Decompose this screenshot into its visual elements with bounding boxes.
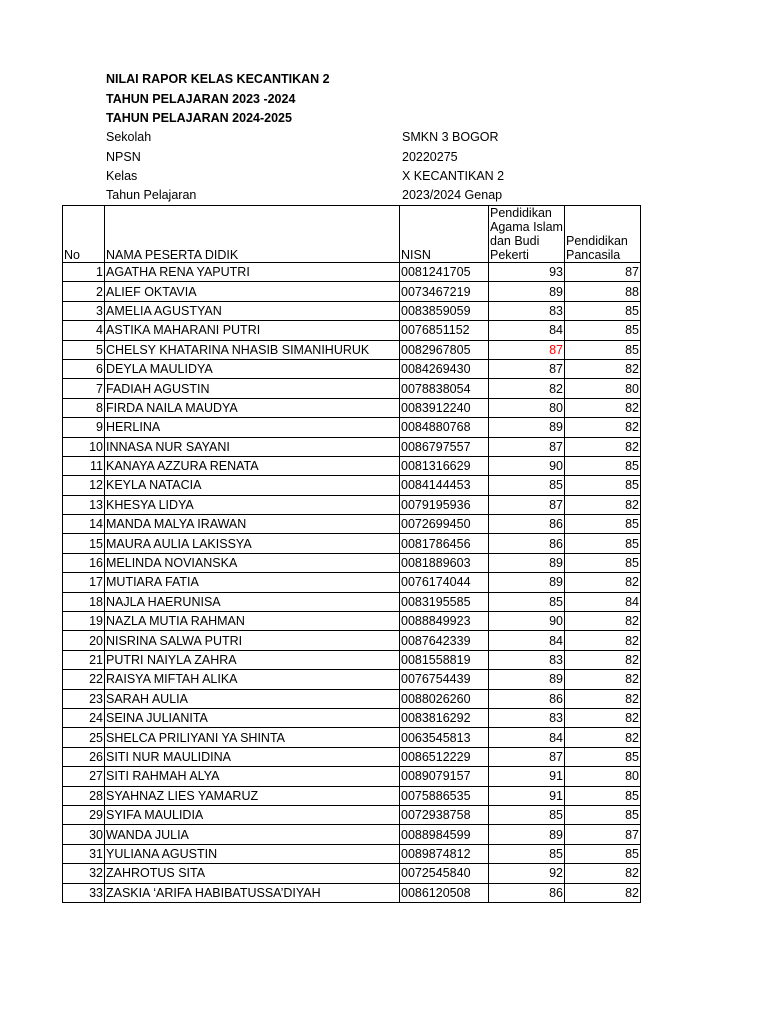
cell-agama: 93 <box>489 263 565 282</box>
cell-pancasila: 82 <box>565 573 641 592</box>
cell-nisn: 0084880768 <box>400 418 489 437</box>
cell-name: SITI NUR MAULIDINA <box>105 747 400 766</box>
cell-agama: 83 <box>489 301 565 320</box>
cell-name: NISRINA SALWA PUTRI <box>105 631 400 650</box>
table-row <box>63 495 641 514</box>
cell-nisn: 0087642339 <box>400 631 489 650</box>
cell-no: 31 <box>63 844 105 863</box>
cell-nisn: 0083816292 <box>400 708 489 727</box>
table-row <box>63 282 641 301</box>
cell-nisn: 0088984599 <box>400 825 489 844</box>
cell-no: 26 <box>63 747 105 766</box>
cell-name: ZAHROTUS SITA <box>105 864 400 883</box>
cell-agama: 84 <box>489 321 565 340</box>
cell-pancasila: 85 <box>565 534 641 553</box>
table-row <box>63 767 641 786</box>
cell-no: 24 <box>63 708 105 727</box>
cell-pancasila: 82 <box>565 359 641 378</box>
cell-agama: 85 <box>489 844 565 863</box>
report-title: NILAI RAPOR KELAS KECANTIKAN 2 <box>106 72 330 86</box>
cell-no: 14 <box>63 515 105 534</box>
cell-no: 7 <box>63 379 105 398</box>
table-row <box>63 437 641 456</box>
cell-no: 16 <box>63 553 105 572</box>
cell-agama: 91 <box>489 767 565 786</box>
year-title-2: TAHUN PELAJARAN 2024-2025 <box>106 111 292 125</box>
table-row <box>63 263 641 282</box>
cell-no: 18 <box>63 592 105 611</box>
cell-agama: 86 <box>489 515 565 534</box>
cell-pancasila: 87 <box>565 263 641 282</box>
cell-name: NAZLA MUTIA RAHMAN <box>105 612 400 631</box>
cell-pancasila: 85 <box>565 786 641 805</box>
cell-name: AMELIA AGUSTYAN <box>105 301 400 320</box>
cell-agama: 87 <box>489 495 565 514</box>
cell-name: PUTRI NAIYLA ZAHRA <box>105 650 400 669</box>
table-row <box>63 534 641 553</box>
cell-pancasila: 85 <box>565 805 641 824</box>
school-year-value: 2023/2024 Genap <box>402 188 503 202</box>
npsn-value: 20220275 <box>402 150 458 164</box>
cell-no: 32 <box>63 864 105 883</box>
table-row <box>63 301 641 320</box>
table-row <box>63 883 641 902</box>
cell-nisn: 0083195585 <box>400 592 489 611</box>
table-row <box>63 340 641 359</box>
cell-no: 20 <box>63 631 105 650</box>
cell-agama: 89 <box>489 282 565 301</box>
table-row <box>63 476 641 495</box>
table-row <box>63 553 641 572</box>
cell-pancasila: 85 <box>565 515 641 534</box>
cell-no: 22 <box>63 670 105 689</box>
cell-no: 29 <box>63 805 105 824</box>
cell-no: 9 <box>63 418 105 437</box>
cell-agama: 91 <box>489 786 565 805</box>
cell-nisn: 0086512229 <box>400 747 489 766</box>
cell-agama: 84 <box>489 728 565 747</box>
cell-name: KANAYA AZZURA RENATA <box>105 456 400 475</box>
cell-name: KHESYA LIDYA <box>105 495 400 514</box>
table-row <box>63 689 641 708</box>
cell-nisn: 0081316629 <box>400 456 489 475</box>
cell-agama: 90 <box>489 612 565 631</box>
cell-no: 30 <box>63 825 105 844</box>
cell-pancasila: 82 <box>565 650 641 669</box>
cell-no: 3 <box>63 301 105 320</box>
cell-agama: 82 <box>489 379 565 398</box>
cell-pancasila: 82 <box>565 495 641 514</box>
cell-pancasila: 85 <box>565 553 641 572</box>
cell-no: 25 <box>63 728 105 747</box>
col-header-no: No <box>63 206 105 263</box>
cell-pancasila: 85 <box>565 476 641 495</box>
table-row <box>63 398 641 417</box>
cell-nisn: 0082967805 <box>400 340 489 359</box>
table-row <box>63 456 641 475</box>
cell-agama: 89 <box>489 825 565 844</box>
cell-name: MANDA MALYA IRAWAN <box>105 515 400 534</box>
cell-nisn: 0086120508 <box>400 883 489 902</box>
table-row <box>63 592 641 611</box>
table-row <box>63 728 641 747</box>
cell-name: SYAHNAZ LIES YAMARUZ <box>105 786 400 805</box>
cell-name: ASTIKA MAHARANI PUTRI <box>105 321 400 340</box>
cell-agama: 87 <box>489 340 565 359</box>
cell-agama: 90 <box>489 456 565 475</box>
cell-nisn: 0076851152 <box>400 321 489 340</box>
cell-name: RAISYA MIFTAH ALIKA <box>105 670 400 689</box>
npsn-label: NPSN <box>106 150 141 164</box>
cell-name: MELINDA NOVIANSKA <box>105 553 400 572</box>
table-row <box>63 515 641 534</box>
cell-no: 23 <box>63 689 105 708</box>
cell-agama: 92 <box>489 864 565 883</box>
cell-pancasila: 87 <box>565 825 641 844</box>
cell-nisn: 0081786456 <box>400 534 489 553</box>
cell-nisn: 0081558819 <box>400 650 489 669</box>
table-row <box>63 747 641 766</box>
cell-name: INNASA NUR SAYANI <box>105 437 400 456</box>
cell-agama: 86 <box>489 689 565 708</box>
cell-name: CHELSY KHATARINA NHASIB SIMANIHURUK <box>105 340 400 359</box>
cell-no: 4 <box>63 321 105 340</box>
cell-nisn: 0088849923 <box>400 612 489 631</box>
cell-name: SYIFA MAULIDIA <box>105 805 400 824</box>
cell-pancasila: 85 <box>565 456 641 475</box>
cell-name: SEINA JULIANITA <box>105 708 400 727</box>
cell-pancasila: 82 <box>565 418 641 437</box>
cell-agama: 89 <box>489 418 565 437</box>
cell-name: FADIAH AGUSTIN <box>105 379 400 398</box>
cell-no: 10 <box>63 437 105 456</box>
class-label: Kelas <box>106 169 138 183</box>
cell-no: 19 <box>63 612 105 631</box>
school-label: Sekolah <box>106 130 152 144</box>
cell-name: WANDA JULIA <box>105 825 400 844</box>
cell-no: 17 <box>63 573 105 592</box>
cell-agama: 89 <box>489 553 565 572</box>
cell-nisn: 0078838054 <box>400 379 489 398</box>
cell-name: SHELCA PRILIYANI YA SHINTA <box>105 728 400 747</box>
cell-pancasila: 85 <box>565 301 641 320</box>
cell-agama: 86 <box>489 883 565 902</box>
cell-name: YULIANA AGUSTIN <box>105 844 400 863</box>
cell-nisn: 0086797557 <box>400 437 489 456</box>
table-row <box>63 321 641 340</box>
year-title-1: TAHUN PELAJARAN 2023 -2024 <box>106 92 296 106</box>
table-row <box>63 825 641 844</box>
cell-agama: 89 <box>489 573 565 592</box>
col-header-nisn: NISN <box>400 206 489 263</box>
col-header-name: NAMA PESERTA DIDIK <box>105 206 400 263</box>
cell-pancasila: 80 <box>565 379 641 398</box>
cell-nisn: 0063545813 <box>400 728 489 747</box>
cell-pancasila: 82 <box>565 689 641 708</box>
grades-table <box>62 205 641 903</box>
cell-pancasila: 82 <box>565 631 641 650</box>
cell-nisn: 0084144453 <box>400 476 489 495</box>
cell-pancasila: 82 <box>565 864 641 883</box>
cell-name: HERLINA <box>105 418 400 437</box>
table-row <box>63 864 641 883</box>
table-row <box>63 708 641 727</box>
cell-nisn: 0072545840 <box>400 864 489 883</box>
cell-nisn: 0089079157 <box>400 767 489 786</box>
col-header-pancasila: Pendidikan Pancasila <box>565 206 641 263</box>
cell-no: 15 <box>63 534 105 553</box>
cell-no: 27 <box>63 767 105 786</box>
col-header-agama: Pendidikan Agama Islam dan Budi Pekerti <box>490 206 563 262</box>
cell-agama: 84 <box>489 631 565 650</box>
school-year-label: Tahun Pelajaran <box>106 188 197 202</box>
cell-pancasila: 82 <box>565 728 641 747</box>
cell-no: 8 <box>63 398 105 417</box>
table-row <box>63 612 641 631</box>
table-row <box>63 379 641 398</box>
cell-pancasila: 85 <box>565 321 641 340</box>
cell-nisn: 0083859059 <box>400 301 489 320</box>
cell-pancasila: 82 <box>565 398 641 417</box>
cell-name: MUTIARA FATIA <box>105 573 400 592</box>
cell-no: 13 <box>63 495 105 514</box>
cell-agama: 87 <box>489 437 565 456</box>
cell-pancasila: 82 <box>565 670 641 689</box>
cell-agama: 80 <box>489 398 565 417</box>
cell-agama: 85 <box>489 805 565 824</box>
cell-no: 21 <box>63 650 105 669</box>
cell-pancasila: 88 <box>565 282 641 301</box>
cell-nisn: 0076754439 <box>400 670 489 689</box>
cell-pancasila: 84 <box>565 592 641 611</box>
cell-nisn: 0073467219 <box>400 282 489 301</box>
table-row <box>63 844 641 863</box>
cell-nisn: 0081889603 <box>400 553 489 572</box>
cell-nisn: 0089874812 <box>400 844 489 863</box>
cell-pancasila: 85 <box>565 747 641 766</box>
cell-no: 6 <box>63 359 105 378</box>
cell-nisn: 0072938758 <box>400 805 489 824</box>
table-row <box>63 805 641 824</box>
school-value: SMKN 3 BOGOR <box>402 130 499 144</box>
cell-nisn: 0075886535 <box>400 786 489 805</box>
cell-agama: 83 <box>489 650 565 669</box>
cell-nisn: 0076174044 <box>400 573 489 592</box>
cell-nisn: 0084269430 <box>400 359 489 378</box>
table-body <box>63 263 641 903</box>
cell-no: 33 <box>63 883 105 902</box>
cell-no: 1 <box>63 263 105 282</box>
cell-pancasila: 82 <box>565 437 641 456</box>
table-row <box>63 573 641 592</box>
cell-pancasila: 85 <box>565 340 641 359</box>
cell-name: MAURA AULIA LAKISSYA <box>105 534 400 553</box>
cell-name: KEYLA NATACIA <box>105 476 400 495</box>
cell-no: 28 <box>63 786 105 805</box>
cell-agama: 83 <box>489 708 565 727</box>
cell-agama: 86 <box>489 534 565 553</box>
cell-name: SARAH AULIA <box>105 689 400 708</box>
cell-no: 2 <box>63 282 105 301</box>
table-row <box>63 631 641 650</box>
cell-nisn: 0083912240 <box>400 398 489 417</box>
cell-name: AGATHA RENA YAPUTRI <box>105 263 400 282</box>
table-row <box>63 359 641 378</box>
cell-pancasila: 80 <box>565 767 641 786</box>
cell-no: 5 <box>63 340 105 359</box>
cell-nisn: 0072699450 <box>400 515 489 534</box>
cell-name: SITI RAHMAH ALYA <box>105 767 400 786</box>
cell-nisn: 0081241705 <box>400 263 489 282</box>
table-row <box>63 650 641 669</box>
table-row <box>63 786 641 805</box>
cell-pancasila: 82 <box>565 612 641 631</box>
cell-agama: 85 <box>489 592 565 611</box>
cell-no: 12 <box>63 476 105 495</box>
cell-name: DEYLA MAULIDYA <box>105 359 400 378</box>
cell-name: ZASKIA ‘ARIFA HABIBATUSSA’DIYAH <box>105 883 400 902</box>
cell-name: NAJLA HAERUNISA <box>105 592 400 611</box>
cell-agama: 87 <box>489 359 565 378</box>
cell-nisn: 0079195936 <box>400 495 489 514</box>
cell-agama: 87 <box>489 747 565 766</box>
cell-pancasila: 85 <box>565 844 641 863</box>
cell-pancasila: 82 <box>565 883 641 902</box>
cell-name: ALIEF OKTAVIA <box>105 282 400 301</box>
cell-pancasila: 82 <box>565 708 641 727</box>
class-value: X KECANTIKAN 2 <box>402 169 505 183</box>
table-header-row <box>63 206 641 263</box>
cell-no: 11 <box>63 456 105 475</box>
cell-name: FIRDA NAILA MAUDYA <box>105 398 400 417</box>
cell-agama: 85 <box>489 476 565 495</box>
cell-agama: 89 <box>489 670 565 689</box>
cell-nisn: 0088026260 <box>400 689 489 708</box>
table-row <box>63 418 641 437</box>
table-row <box>63 670 641 689</box>
